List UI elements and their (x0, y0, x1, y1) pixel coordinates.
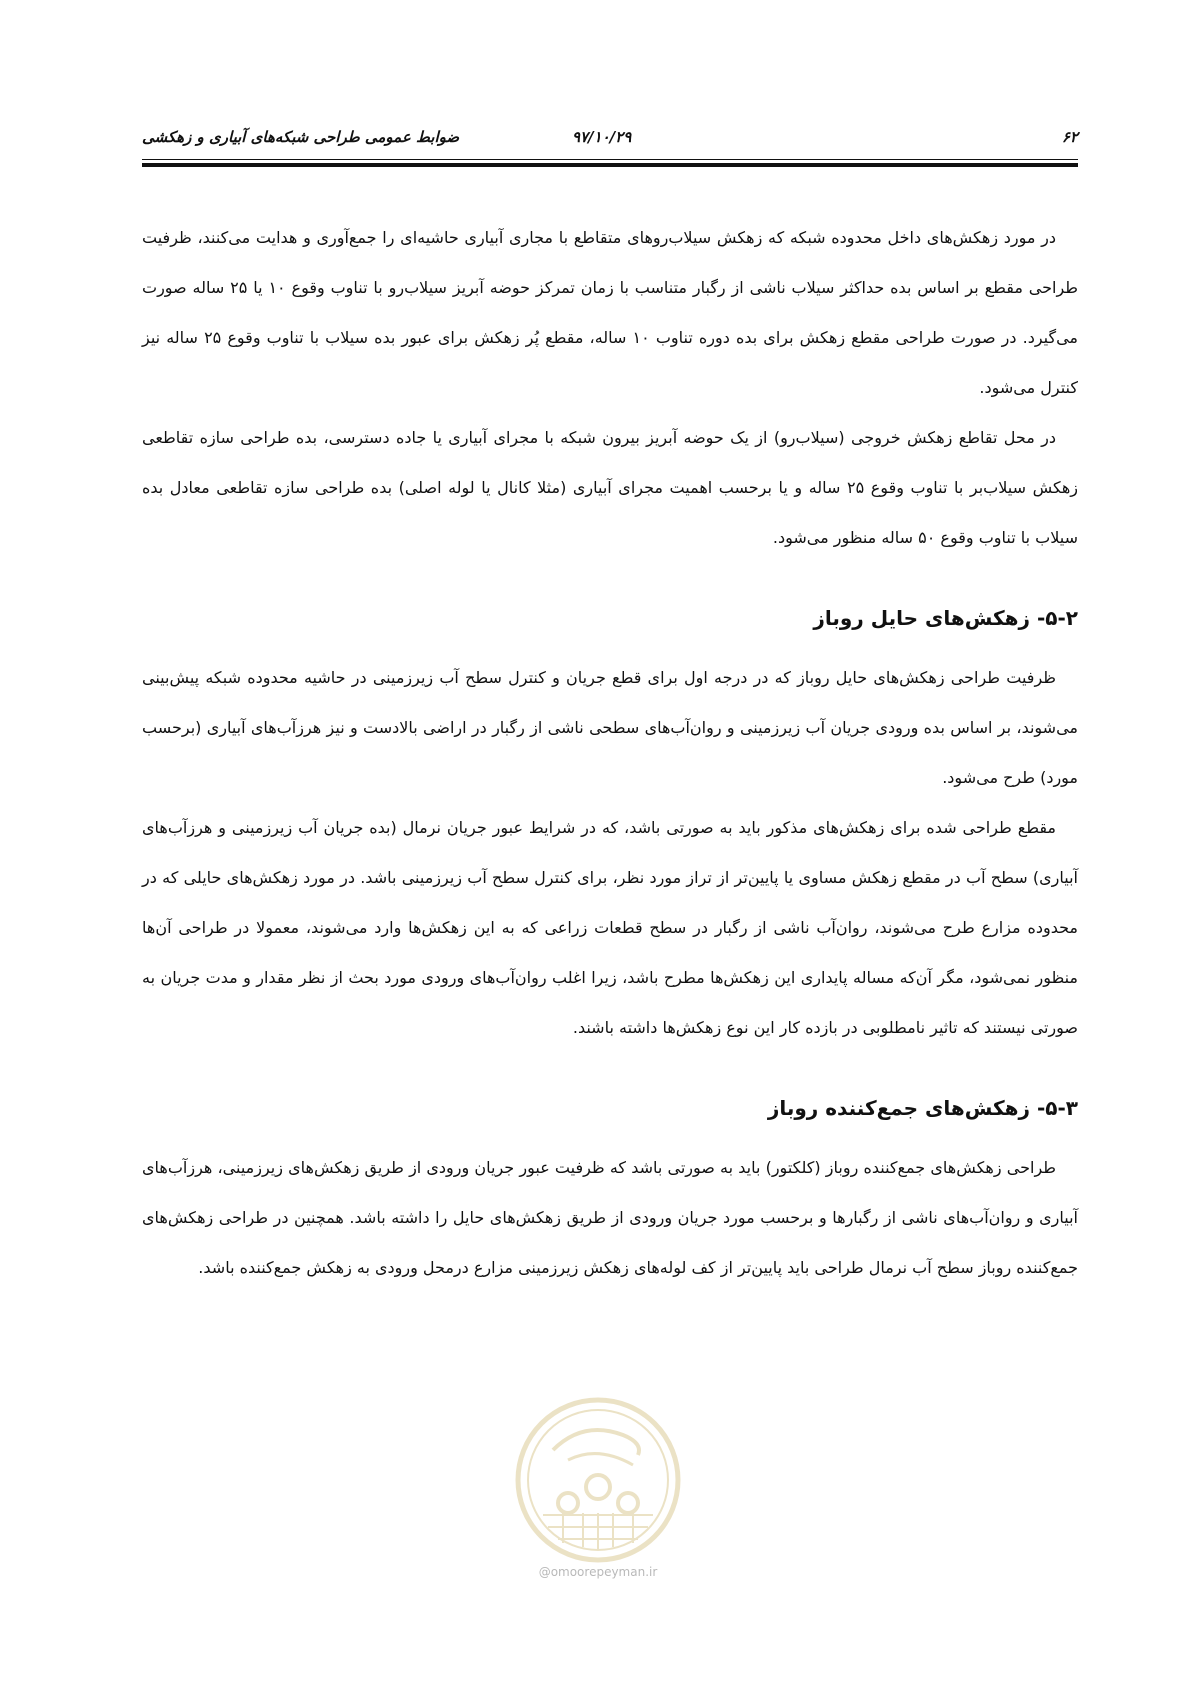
watermark-logo-icon (513, 1395, 683, 1565)
section-heading-5-2: ۵-۲- زهکش‌های حایل روباز (813, 606, 1078, 630)
section-heading-5-3: ۵-۳- زهکش‌های جمع‌کننده روباز (767, 1096, 1078, 1120)
header-rule-thick (142, 163, 1078, 167)
header-title: ضوابط عمومی طراحی شبکه‌های آبیاری و زهکشی (142, 128, 460, 146)
paragraph-3: ظرفیت طراحی زهکش‌های حایل روباز که در درجه اول برای قطع جریان و کنترل سطح آب زیرزمینی در حاشیه محدوده شبکه پیش‌بینی می‌شوند، بر اساس بده ورودی جریان آب زیرزمینی و روان‌آب‌های سطحی ناشی از رگبار در اراضی بالادست و نیز هرزآب‌های آبیاری (برحسب مورد) طرح می‌شود. (142, 668, 1078, 787)
page-number: ۶۲ (1061, 128, 1078, 146)
page-header (142, 128, 1078, 152)
watermark-url: @omoorepeyman.ir (538, 1565, 658, 1579)
document-body (142, 213, 1078, 1293)
paragraph-4: مقطع طراحی شده برای زهکش‌های مذکور باید به صورتی باشد، که در شرایط عبور جریان نرمال (بده جریان آب زیرزمینی و هرزآب‌های آبیاری) سطح آب در مقطع زهکش مساوی یا پایین‌تر از تراز مورد نظر، برای کنترل سطح آب زیرزمینی باشد. در مورد زهکش‌های حایلی که در محدوده مزارع طرح می‌شوند، روان‌آب ناشی از رگبار در سطح قطعات زراعی که به این زهکش‌ها وارد می‌شوند، معمولا در طراحی آن‌ها منظور نمی‌شود، مگر آن‌که مساله پایداری این زهکش‌ها مطرح باشد، زیرا اغلب روان‌آب‌های ورودی مورد بحث از نظر مقدار و مدت جریان به صورتی نیستند که تاثیر نامطلوبی در بازده کار این نوع زهکش‌ها داشته باشند. (142, 818, 1078, 1037)
paragraph-5: طراحی زهکش‌های جمع‌کننده روباز (کلکتور) باید به صورتی باشد که ظرفیت عبور جریان ورودی از طریق زهکش‌های زیرزمینی، هرزآب‌های آبیاری و روان‌آب‌های ناشی از رگبارها و برحسب مورد جریان ورودی از طریق زهکش‌های حایل را داشته باشد. همچنین در طراحی زهکش‌های جمع‌کننده روباز سطح آب نرمال طراحی باید پایین‌تر از کف لوله‌های زهکش زیرزمینی مزارع درمحل ورودی به زهکش جمع‌کننده باشد. (142, 1158, 1078, 1277)
paragraph-1: در مورد زهکش‌های داخل محدوده شبکه که زهکش سیلاب‌روهای متقاطع با مجاری آبیاری حاشیه‌ای را جمع‌آوری و هدایت می‌کنند، ظرفیت طراحی مقطع بر اساس بده حداکثر سیلاب ناشی از رگبار متناسب با زمان تمرکز حوضه آبریز سیلاب‌رو با تناوب وقوع ۱۰ یا ۲۵ ساله صورت می‌گیرد. در صورت طراحی مقطع زهکش برای بده دوره تناوب ۱۰ ساله، مقطع پُر زهکش برای عبور بده سیلاب با تناوب وقوع ۲۵ ساله نیز کنترل می‌شود. (142, 228, 1079, 397)
header-date: ۹۷/۱۰/۲۹ (572, 128, 632, 146)
paragraph-2: در محل تقاطع زهکش خروجی (سیلاب‌رو) از یک حوضه آبریز بیرون شبکه با مجرای آبیاری یا جاده دسترسی، بده طراحی سازه تقاطعی زهکش سیلاب‌بر با تناوب وقوع ۲۵ ساله و یا برحسب اهمیت مجرای آبیاری (مثلا کانال یا لوله اصلی) بده طراحی سازه تقاطعی معادل بده سیلاب با تناوب وقوع ۵۰ ساله منظور می‌شود. (142, 428, 1078, 547)
header-rule-thin (142, 159, 1078, 160)
